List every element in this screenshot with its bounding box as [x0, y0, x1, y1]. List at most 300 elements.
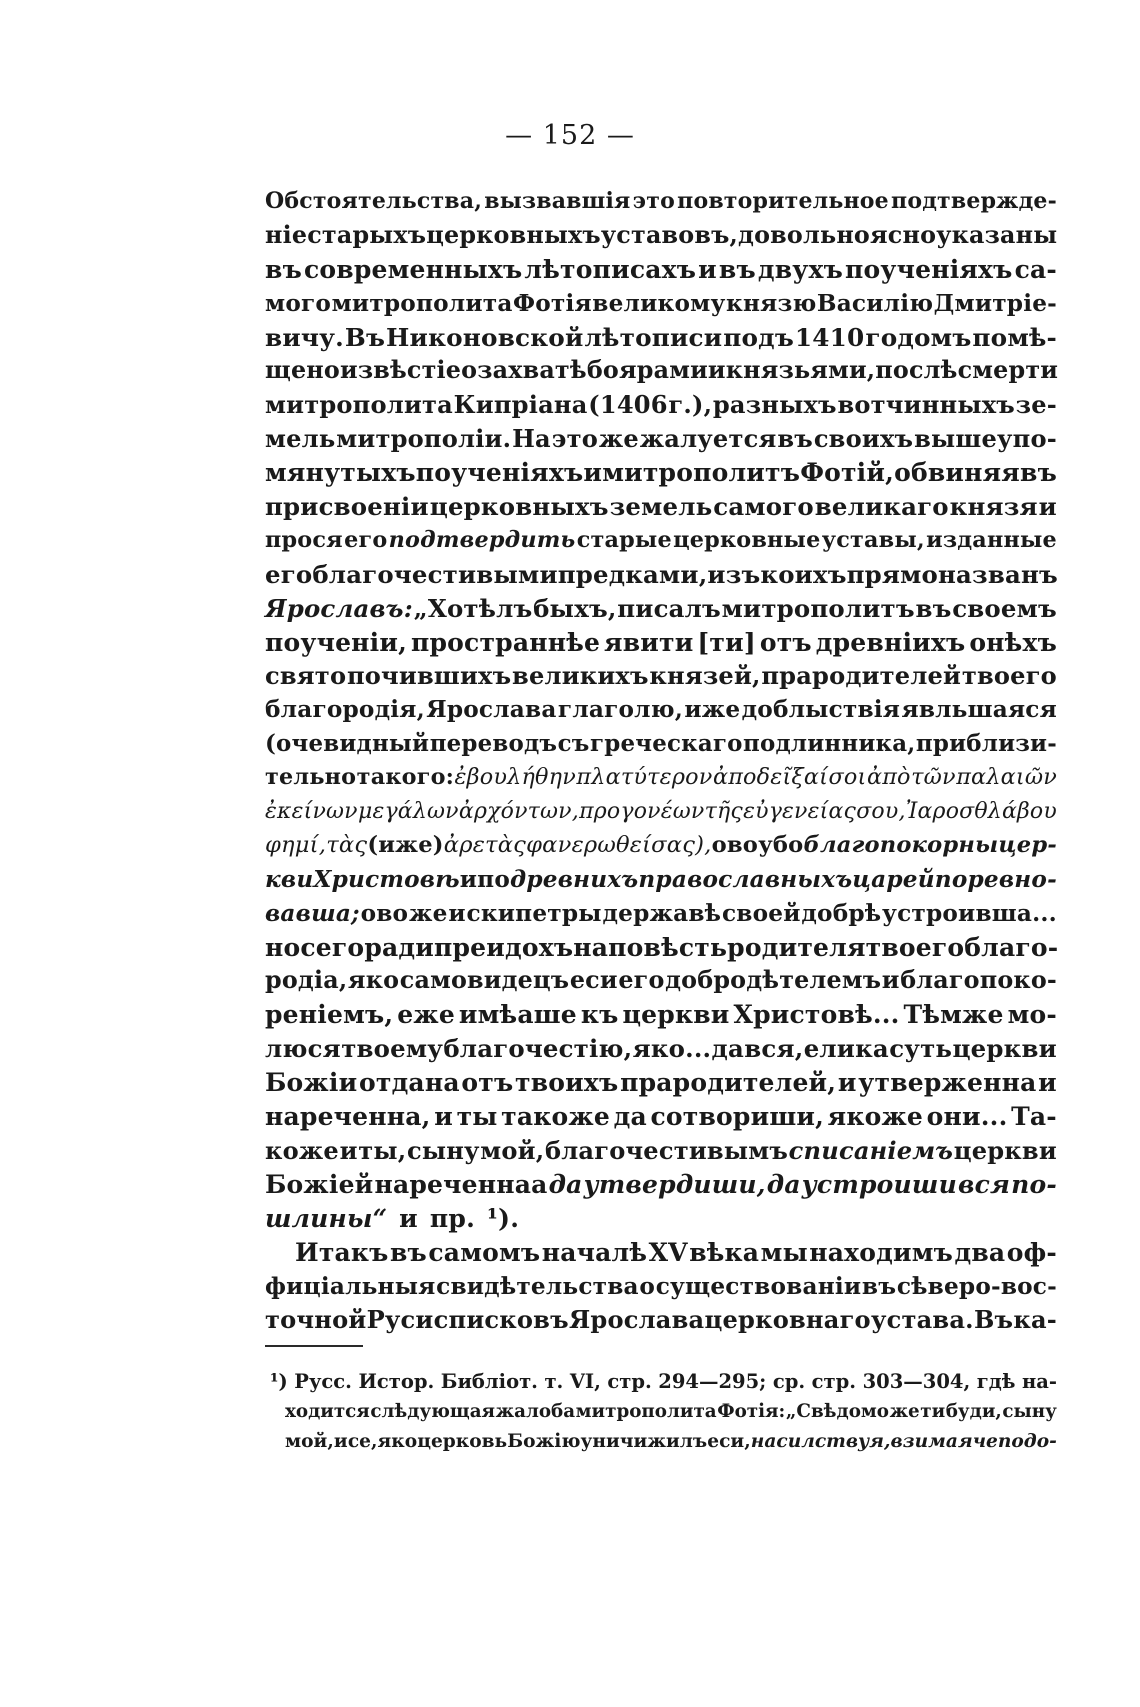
word: и — [448, 899, 466, 927]
word: да — [711, 1034, 744, 1064]
word: и — [459, 865, 478, 893]
word: названъ — [938, 559, 1058, 589]
word: твоему — [341, 1034, 444, 1064]
word: присвоеніи — [265, 492, 429, 522]
word: такоже — [501, 1102, 610, 1132]
word: захватѣ — [477, 356, 587, 385]
word: державѣ — [602, 899, 722, 927]
text-line — [265, 931, 1057, 965]
text-line — [265, 388, 1057, 422]
word: 1410 — [794, 322, 865, 352]
word: взимая — [890, 1431, 973, 1452]
word: боярами — [586, 356, 708, 385]
word: якоже — [827, 1102, 924, 1132]
word: прямо — [846, 559, 938, 589]
word: τῶν — [911, 764, 956, 791]
footnote-line — [285, 1397, 1057, 1427]
word: мой, — [285, 1431, 334, 1452]
word: по — [477, 865, 510, 893]
word: Божію — [507, 1431, 581, 1452]
text-line — [265, 659, 1057, 693]
word: своей — [721, 899, 801, 927]
word: обвиняя — [894, 458, 1020, 488]
word: его — [265, 559, 313, 589]
word: ἐβουλήθην — [454, 764, 576, 791]
word: годомъ — [865, 322, 972, 352]
text-line — [265, 253, 1057, 287]
word: церкви — [953, 1135, 1057, 1165]
word: князьями, — [725, 356, 876, 385]
word: явльшаяся — [901, 696, 1057, 724]
word: подтвержде- — [891, 188, 1057, 214]
word: и — [698, 254, 717, 284]
word: ово — [711, 831, 759, 858]
word: реніемъ, — [265, 1000, 394, 1030]
word: ти — [920, 1401, 946, 1422]
word: ты — [456, 1102, 498, 1132]
text-line — [265, 964, 1057, 998]
word: церковные — [673, 526, 821, 553]
word: и — [339, 1135, 358, 1165]
word: Ярослава — [426, 696, 557, 724]
word: стр. — [607, 1370, 652, 1393]
word: Фотія: — [717, 1401, 786, 1422]
word: мого — [265, 289, 332, 317]
word: Русс. — [294, 1370, 352, 1393]
word: ¹). — [487, 1203, 520, 1233]
word: Фотій, — [800, 458, 895, 488]
word: въ — [1020, 458, 1057, 488]
word: къ — [580, 1000, 619, 1030]
word: Итакъ — [295, 1237, 389, 1267]
word: се, — [347, 1431, 378, 1452]
text-line — [265, 1303, 1057, 1337]
word: яко — [347, 966, 400, 995]
word: Христовѣ... — [733, 1000, 900, 1030]
word: мы — [760, 1237, 808, 1267]
word: церковныхъ — [426, 220, 601, 249]
word: 303—304, — [862, 1370, 971, 1393]
word: твоего — [961, 661, 1057, 691]
word: утвердиши, — [583, 1169, 766, 1199]
word: извѣстіе — [339, 356, 462, 385]
word: отдана — [359, 1068, 460, 1098]
footnotes — [270, 1367, 1057, 1457]
word: приблизи- — [915, 730, 1057, 758]
word: суть — [889, 1034, 953, 1064]
word: указаны — [936, 220, 1058, 249]
word: г.), — [668, 390, 713, 420]
word: послѣ — [875, 356, 958, 385]
word: старые — [576, 526, 672, 553]
word: буди, — [945, 1401, 1002, 1422]
word: гдѣ — [976, 1370, 1016, 1393]
word: ἐκείνων — [265, 799, 358, 825]
word: кви — [265, 865, 314, 893]
word: нареченна, — [265, 1102, 431, 1132]
word: коихъ — [760, 559, 847, 589]
word: старыхъ — [307, 220, 427, 249]
word: своихъ — [813, 424, 914, 454]
word: вавша; — [265, 899, 360, 927]
word: митрополита — [265, 390, 453, 420]
word: повѣсть — [608, 932, 728, 962]
word: свидѣтельства — [436, 1272, 639, 1300]
word: предками, — [557, 559, 708, 589]
word: но — [265, 932, 301, 962]
word: церковь — [417, 1431, 508, 1452]
word: князя — [949, 492, 1038, 522]
word: вышеупо- — [914, 424, 1057, 454]
word: благопоко- — [900, 966, 1057, 995]
word: ср. — [772, 1370, 806, 1393]
word: фиціальныя — [265, 1272, 436, 1300]
word: и — [837, 1068, 857, 1098]
word: самовидецъ — [399, 966, 570, 995]
word: слѣдующая — [370, 1401, 496, 1422]
word: быхъ, — [533, 593, 617, 623]
word: ясно — [870, 220, 937, 249]
word: благочестію, — [443, 1034, 633, 1064]
word: въ — [389, 1237, 427, 1267]
word: о — [639, 1272, 656, 1300]
text-line — [265, 422, 1057, 456]
word: поученіяхъ — [845, 254, 1013, 284]
word: еже — [397, 1000, 455, 1030]
word: ¹) — [270, 1370, 288, 1393]
word: это — [632, 188, 675, 214]
word: въ — [915, 593, 952, 623]
word: πλατύτερον — [576, 764, 713, 791]
word: утверженна — [858, 1068, 1037, 1098]
text-line — [265, 558, 1057, 592]
word: ἀποδεῖξαί — [712, 764, 829, 791]
word: отъ — [461, 1068, 514, 1098]
word: лѣтописи — [584, 322, 723, 352]
word: уставовъ, — [600, 220, 739, 249]
word: поученіи, — [265, 627, 408, 657]
word: ты, — [358, 1135, 407, 1165]
text-line — [265, 524, 1057, 558]
word: жалоба — [495, 1401, 576, 1422]
word: „Хотѣлъ — [413, 593, 533, 623]
word: убо — [758, 831, 804, 858]
word: Въ — [973, 1305, 1014, 1335]
word: ἀπὸ — [866, 764, 911, 791]
word: ніе — [265, 220, 308, 249]
word: да — [613, 1102, 647, 1132]
page-number: — 152 — — [505, 120, 635, 151]
word: Ярослава — [568, 1305, 705, 1335]
word: мой, — [480, 1135, 545, 1165]
word: преидохъ — [434, 932, 574, 962]
text-line — [265, 829, 1057, 863]
word: митрополита — [575, 1401, 717, 1422]
word: добрѣ — [801, 899, 882, 927]
word: устава. — [870, 1305, 974, 1335]
word: глаголю, — [557, 696, 683, 724]
text-line — [265, 998, 1057, 1032]
word: „Свѣдомо — [785, 1401, 889, 1422]
word: онѣхъ — [969, 627, 1057, 657]
word: да — [548, 1169, 583, 1199]
word: шлины“ — [265, 1203, 388, 1233]
word: пр. — [429, 1203, 476, 1233]
word: почившихъ — [346, 661, 512, 691]
word: пространнѣе — [410, 627, 601, 657]
text-line — [265, 1134, 1057, 1168]
word: князей, — [649, 661, 761, 691]
word: и — [333, 1431, 348, 1452]
word: уставы, — [821, 526, 925, 553]
word: и — [881, 966, 900, 995]
word: находимъ — [809, 1237, 954, 1267]
word: и — [707, 356, 726, 385]
word: Дмитріе- — [933, 289, 1057, 317]
word: вѣка — [689, 1237, 760, 1267]
word: митрополіи. — [336, 424, 512, 454]
text-line — [265, 592, 1057, 626]
word: и — [1038, 492, 1057, 522]
word: Василію — [816, 289, 934, 317]
text-line — [265, 456, 1057, 490]
word: такого: — [356, 764, 455, 791]
body-text — [265, 185, 1057, 1337]
word: люся — [265, 1034, 341, 1064]
word: поученіяхъ — [415, 458, 584, 488]
word: да — [766, 1169, 801, 1199]
word: на — [573, 932, 609, 962]
word: иже — [684, 696, 741, 724]
text-line — [265, 354, 1057, 388]
word: князю — [726, 289, 817, 317]
word: ἀρχόντων, — [458, 799, 579, 825]
word: насилствуя, — [750, 1431, 891, 1452]
word: жалуется — [639, 424, 777, 454]
word: тельно — [265, 764, 357, 791]
word: доблыствія — [741, 696, 901, 724]
word: сыну — [406, 1135, 480, 1165]
word: по- — [1011, 1169, 1057, 1199]
text-line — [265, 490, 1057, 524]
word: благочестивыми — [312, 559, 558, 589]
word: началѣ — [541, 1237, 648, 1267]
word: въ — [777, 424, 813, 454]
word: благопокорны — [803, 831, 999, 858]
word: самого — [713, 492, 814, 522]
word: свято — [265, 661, 347, 691]
word: παλαιῶν — [956, 764, 1057, 791]
word: чеподо- — [972, 1431, 1057, 1452]
word: Истор. — [358, 1370, 435, 1393]
word: (1406 — [588, 390, 668, 420]
word: благо- — [964, 932, 1059, 962]
word: нареченнаа — [374, 1169, 548, 1199]
word: σοι — [828, 764, 867, 791]
word: Тѣмже — [903, 1000, 1004, 1030]
word: подъ — [723, 322, 794, 352]
word: Ἰαροσθλάβου — [905, 799, 1057, 825]
word: изданные — [926, 526, 1057, 553]
word: ово — [360, 899, 409, 927]
word: 294—295; — [658, 1370, 767, 1393]
word: лѣтописахъ — [524, 254, 697, 284]
word: въ — [265, 254, 302, 284]
word: въ — [861, 1272, 897, 1300]
word: писалъ — [617, 593, 721, 623]
word: мо- — [1007, 1000, 1057, 1030]
word: вызвавшія — [484, 188, 631, 214]
word: σου, — [856, 799, 906, 825]
text-line — [265, 1100, 1057, 1134]
word: сотвориши, — [650, 1102, 825, 1132]
word: Библіот. — [440, 1370, 538, 1393]
word: переводъ — [429, 730, 558, 758]
word: его — [344, 526, 388, 553]
word: щено — [265, 356, 340, 385]
word: списковъ — [433, 1305, 569, 1335]
word: сыну — [1002, 1401, 1057, 1422]
word: точной — [265, 1305, 367, 1335]
word: это — [551, 424, 598, 454]
word: τῆς — [704, 799, 743, 825]
word: довольно — [738, 220, 871, 249]
word: мянутыхъ — [265, 458, 416, 488]
footnote-divider — [265, 1345, 363, 1347]
word: цер- — [998, 831, 1057, 858]
text-line — [265, 219, 1057, 253]
word: твоихъ — [515, 1068, 619, 1098]
word: яко... — [632, 1034, 712, 1064]
word: въ — [718, 254, 756, 284]
word: На — [512, 424, 551, 454]
footnote-line — [285, 1427, 1057, 1457]
word: Никоновской — [386, 322, 584, 352]
word: благородія, — [265, 696, 425, 724]
word: т. — [544, 1370, 564, 1393]
word: великаго — [814, 492, 949, 522]
word: поревно- — [934, 865, 1057, 893]
word: древнихъ — [510, 865, 639, 893]
word: на- — [1021, 1370, 1057, 1393]
word: имѣаше — [458, 1000, 577, 1030]
word: [ти] — [697, 627, 756, 657]
word: митрополитъ — [602, 458, 801, 488]
word: коже — [265, 1135, 339, 1165]
word: великому — [592, 289, 726, 317]
word: мель — [265, 424, 336, 454]
word: ка- — [1013, 1305, 1057, 1335]
word: самомъ — [428, 1237, 541, 1267]
word: оф- — [1006, 1237, 1057, 1267]
text-line — [265, 1202, 1057, 1236]
word: вотчинныхъ — [837, 390, 1015, 420]
word: церковныхъ — [429, 492, 609, 522]
word: земель — [609, 492, 713, 522]
word: и — [434, 1102, 453, 1132]
word: же — [409, 899, 448, 927]
word: съ — [557, 730, 590, 758]
text-line — [265, 1236, 1057, 1270]
word: митрополита — [331, 289, 513, 317]
word: два — [954, 1237, 1006, 1267]
word: прародителей, — [620, 1068, 837, 1098]
word: вся — [958, 1169, 1011, 1199]
word: благочестивымъ — [544, 1135, 789, 1165]
text-line — [265, 897, 1057, 931]
word: еси — [569, 966, 618, 995]
text-line — [265, 863, 1057, 897]
word: они... — [926, 1102, 1008, 1132]
word: православныхъ — [638, 865, 853, 893]
word: явити — [604, 627, 694, 657]
word: о — [461, 356, 478, 385]
word: яко — [377, 1431, 418, 1452]
footnote-line — [270, 1367, 1057, 1397]
word: XV — [648, 1237, 688, 1267]
word: (очевидный — [265, 730, 430, 758]
text-line — [265, 1032, 1057, 1066]
word: Въ — [344, 322, 386, 352]
word: родіа, — [265, 966, 348, 995]
word: ради — [364, 932, 434, 962]
word: родителя — [727, 932, 866, 962]
word: елика — [803, 1034, 889, 1064]
word: Фотія — [513, 289, 592, 317]
word: своемъ — [952, 593, 1057, 623]
word: Обстоятельства, — [265, 188, 483, 214]
text-line — [265, 1168, 1057, 1202]
text-line — [265, 727, 1057, 761]
word: VI, — [569, 1370, 601, 1393]
word: митрополитъ — [721, 593, 915, 623]
word: царей — [852, 865, 935, 893]
text-line — [265, 185, 1057, 219]
word: са- — [1014, 254, 1057, 284]
word: подтвердить — [388, 526, 576, 553]
word: и — [399, 1203, 418, 1233]
word: изъ — [707, 559, 761, 589]
word: двухъ — [757, 254, 843, 284]
word: его — [618, 966, 665, 995]
word: церкви — [952, 1034, 1057, 1064]
word: устроиши — [801, 1169, 957, 1199]
word: τὰς — [326, 831, 368, 858]
word: φημί, — [265, 831, 327, 858]
word: прося — [265, 526, 343, 553]
word: церковнаго — [704, 1305, 871, 1335]
word: и — [1038, 1068, 1057, 1098]
text-line — [265, 321, 1057, 355]
word: Божіи — [265, 1068, 358, 1098]
word: уничижилъ — [580, 1431, 708, 1452]
word: повторительное — [677, 188, 889, 214]
word: церкви — [622, 1000, 730, 1030]
word: φανερωθείσας), — [526, 831, 712, 858]
word: подлинника, — [743, 730, 916, 758]
word: списаніемъ — [788, 1135, 954, 1165]
word: (иже) — [367, 831, 444, 858]
word: существованіи — [655, 1272, 862, 1300]
text-line — [265, 761, 1057, 795]
word: зе- — [1015, 390, 1057, 420]
word: устроивша... — [882, 899, 1057, 927]
word: отъ — [759, 627, 812, 657]
word: εὐγενείας — [743, 799, 857, 825]
word: греческаго — [590, 730, 743, 758]
word: Руси — [366, 1305, 434, 1335]
word: Кипріана — [453, 390, 588, 420]
